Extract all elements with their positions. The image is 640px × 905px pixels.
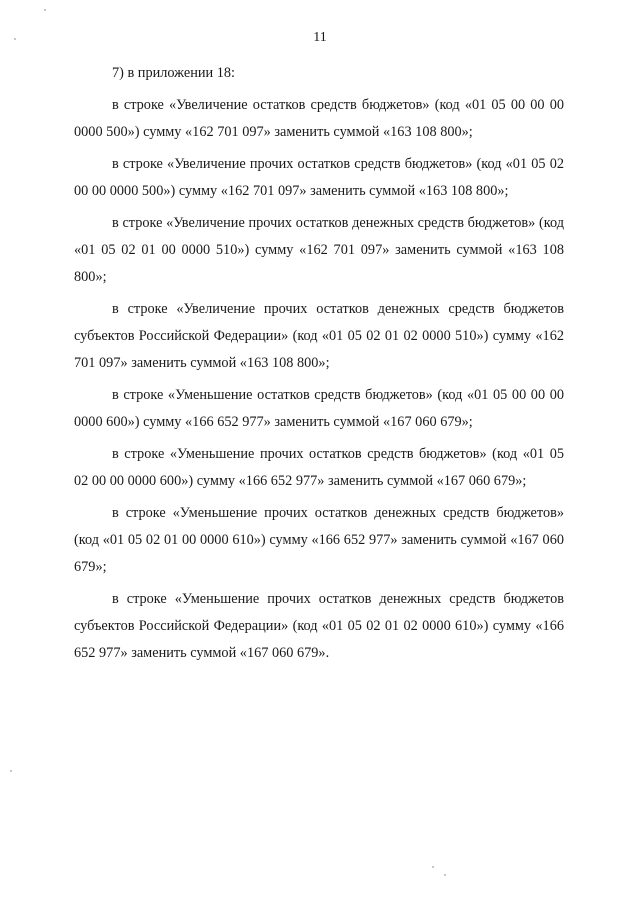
list-item-heading: 7) в приложении 18: <box>112 65 236 81</box>
page-number: 11 <box>313 30 327 45</box>
amendment-paragraph: в строке «Увеличение остатков средств бюджетов» (код «01 05 00 00 00 0000 500») сумму «162 701 097» заменить суммой «163 108 800»; <box>74 97 564 140</box>
scan-speck <box>10 770 12 772</box>
scan-speck <box>14 38 16 40</box>
amendment-paragraph: в строке «Уменьшение прочих остатков денежных средств бюджетов» (код «01 05 02 01 00 0000 610») сумму «166 652 977» заменить суммой «167 060 679»; <box>74 505 564 575</box>
document-body <box>74 60 564 672</box>
amendment-paragraph: в строке «Увеличение прочих остатков денежных средств бюджетов» (код «01 05 02 01 00 0000 510») сумму «162 701 097» заменить суммой «163 108 800»; <box>74 215 564 285</box>
amendment-paragraph: в строке «Уменьшение прочих остатков средств бюджетов» (код «01 05 02 00 00 0000 600») сумму «166 652 977» заменить суммой «167 060 679»; <box>74 446 564 489</box>
amendment-paragraph: в строке «Уменьшение остатков средств бюджетов» (код «01 05 00 00 00 0000 600») сумму «166 652 977» заменить суммой «167 060 679»; <box>74 387 564 430</box>
amendment-paragraph: в строке «Уменьшение прочих остатков денежных средств бюджетов субъектов Российской Федерации» (код «01 05 02 01 02 0000 610») сумму «166 652 977» заменить суммой «167 060 679». <box>74 591 564 661</box>
amendment-paragraph: в строке «Увеличение прочих остатков денежных средств бюджетов субъектов Российской Федерации» (код «01 05 02 01 02 0000 510») сумму «162 701 097» заменить суммой «163 108 800»; <box>74 301 564 371</box>
scan-speck <box>432 866 434 868</box>
scan-speck <box>444 874 446 876</box>
amendment-paragraph: в строке «Увеличение прочих остатков средств бюджетов» (код «01 05 02 00 00 0000 500») сумму «162 701 097» заменить суммой «163 108 800»; <box>74 156 564 199</box>
scan-speck <box>44 9 46 11</box>
